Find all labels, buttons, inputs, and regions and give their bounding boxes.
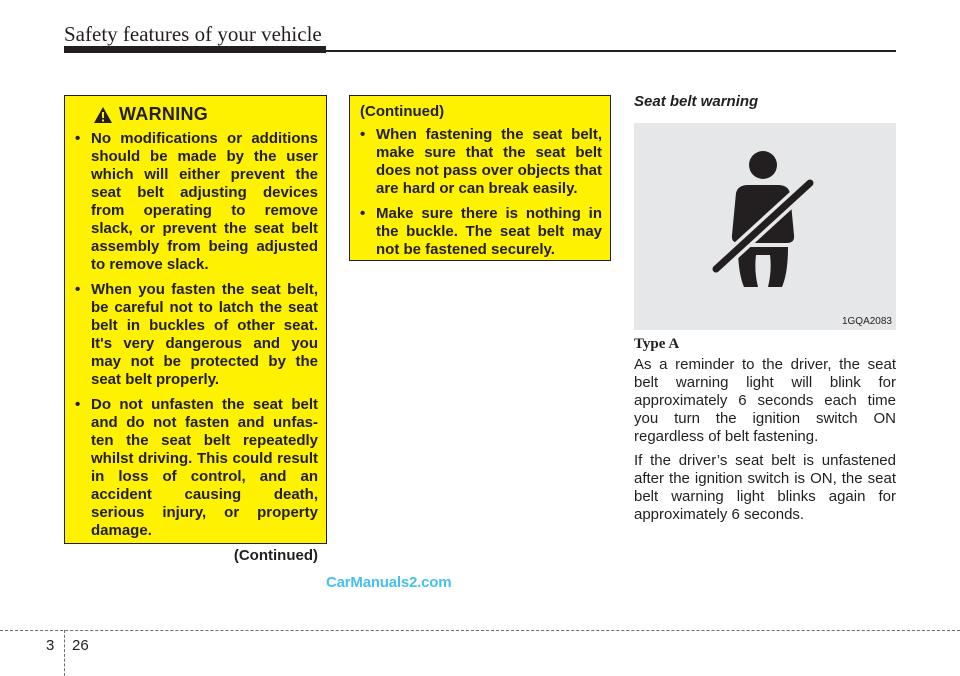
warning-box: [64, 95, 327, 564]
warning-triangle-icon: [93, 106, 113, 124]
continued-label: (Continued): [233, 547, 318, 564]
warning-item: • Do not unfasten the seat belt and do not fasten and unfas- ten the seat belt repeatedly whilst driving. This could result in loss of control, and an accident causing death, serious injury, or property damage.: [75, 396, 318, 540]
seat-belt-figure: [634, 123, 896, 330]
figure-code: 1GQA2083: [841, 316, 892, 327]
body-paragraph: If the driver’s seat belt is unfastened after the ignition switch is ON, the seat belt warning light blinks again for approximately 6 seconds.: [634, 452, 896, 523]
page-number: 26: [72, 637, 89, 654]
warning-title: WARNING: [119, 104, 209, 124]
type-label: Type A: [634, 336, 680, 352]
footer-rule: [0, 630, 960, 631]
body-paragraph: As a reminder to the driver, the seat belt warning light will blink for approximately 6 seconds each time you turn the ignition switch ON regardless of belt fastening.: [634, 356, 896, 445]
seat-belt-warning-icon: [634, 123, 896, 330]
section-title: Seat belt warning: [634, 93, 759, 110]
continued-item: • Make sure there is nothing in the buckle. The seat belt may not be fastened securely.: [360, 205, 602, 259]
warning-item: • When you fasten the seat belt, be careful not to latch the seat belt in buckles of other seat. It's very dangerous and you may not be protected by the seat belt properly.: [75, 281, 318, 389]
continued-list: [360, 126, 602, 259]
chapter-number: 3: [46, 637, 55, 654]
warning-item: • No modifications or additions should be made by the user which will either prevent the seat belt adjusting devices from operating to remove slack, or prevent the seat belt assembly from being adjusted to remove slack.: [75, 130, 318, 274]
warning-heading: [93, 104, 318, 125]
continued-item: • When fastening the seat belt, make sure that the seat belt does not pass over objects that are hard or can break easily.: [360, 126, 602, 198]
page-header-title: Safety features of your vehicle: [64, 22, 322, 46]
warning-list: [75, 130, 318, 540]
footer-divider: [64, 630, 65, 676]
section-body: [634, 356, 896, 530]
watermark-link[interactable]: CarManuals2.com: [326, 574, 452, 591]
continued-title: (Continued): [360, 103, 445, 120]
continued-warning-box: [349, 95, 611, 261]
header-rule: [64, 50, 896, 52]
